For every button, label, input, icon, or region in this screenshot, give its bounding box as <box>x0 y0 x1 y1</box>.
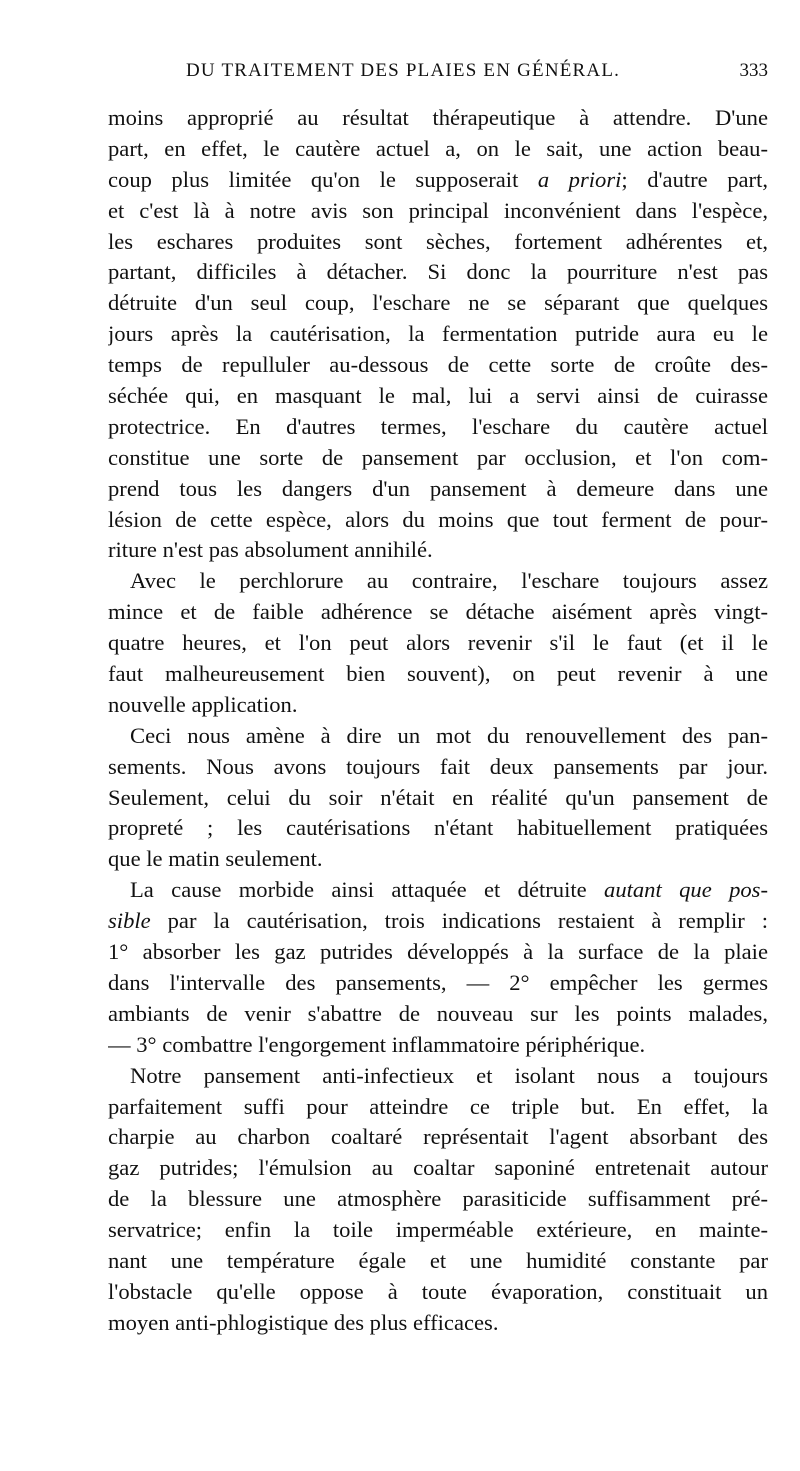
text-segment: faut malheureusement bien souvent), on peut revenir à une <box>108 661 768 687</box>
text-segment: de la blessure une atmosphère parasiticide suffisamment pré- <box>108 1186 768 1212</box>
text-segment: Seulement, celui du soir n'était en réalité qu'un pansement de <box>108 784 768 810</box>
paragraph <box>108 1061 768 1339</box>
text-segment: temps de repulluler au-dessous de cette sorte de croûte des- <box>108 352 768 378</box>
text-line <box>108 196 768 227</box>
text-line <box>108 505 768 536</box>
text-line <box>108 752 768 783</box>
text-line <box>108 443 768 474</box>
text-line <box>108 937 768 968</box>
text-line <box>108 1215 768 1246</box>
text-line <box>108 227 768 258</box>
text-line <box>108 319 768 350</box>
text-segment: riture n'est pas absolument annihilé. <box>108 537 433 563</box>
text-segment: et c'est là à notre avis son principal inconvénient dans l'espèce, <box>108 197 768 223</box>
text-segment: que le matin seulement. <box>108 846 323 872</box>
text-line <box>108 350 768 381</box>
paragraph <box>108 875 768 1060</box>
paragraph <box>108 103 768 566</box>
text-segment: l'obstacle qu'elle oppose à toute évaporation, constituait un <box>108 1278 768 1304</box>
text-segment: parfaitement suffi pour atteindre ce triple but. En effet, la <box>108 1093 768 1119</box>
text-line <box>108 165 768 196</box>
text-line <box>108 288 768 319</box>
text-segment: 1° absorber les gaz putrides développés à la surface de la plaie <box>108 939 768 965</box>
text-line <box>108 103 768 134</box>
running-head: DU TRAITEMENT DES PLAIES EN GÉNÉRAL. <box>186 60 621 81</box>
text-segment: moyen anti-phlogistique des plus efficaces. <box>108 1309 499 1335</box>
text-line <box>108 813 768 844</box>
paragraph <box>108 721 768 875</box>
text-segment: moins approprié au résultat thérapeutique à attendre. D'une <box>108 105 768 130</box>
text-line <box>108 1184 768 1215</box>
text-line <box>108 999 768 1030</box>
body-text <box>108 103 768 1339</box>
text-segment: propreté ; les cautérisations n'étant habituellement pratiquées <box>108 815 768 841</box>
text-segment: par la cautérisation, trois indications restaient à remplir : <box>150 908 768 934</box>
text-segment: ; d'autre part, <box>621 166 768 192</box>
text-segment: nant une température égale et une humidité constante par <box>108 1247 768 1273</box>
text-line <box>108 566 768 597</box>
text-segment: séchée qui, en masquant le mal, lui a servi ainsi de cuirasse <box>108 383 768 409</box>
text-segment: servatrice; enfin la toile imperméable extérieure, en mainte- <box>108 1217 768 1243</box>
text-line <box>108 381 768 412</box>
text-line <box>108 628 768 659</box>
page-header <box>108 58 768 88</box>
italic-text: autant que pos- <box>604 877 768 903</box>
text-segment: Ceci nous amène à dire un mot du renouvellement des pan- <box>130 722 768 748</box>
italic-text: a priori <box>537 166 622 192</box>
text-segment: — 3° combattre l'engorgement inflammatoire périphérique. <box>108 1031 646 1057</box>
text-line <box>108 1277 768 1308</box>
text-line <box>108 875 768 906</box>
text-line <box>108 535 768 566</box>
text-segment: partant, difficiles à détacher. Si donc la pourriture n'est pas <box>108 259 768 285</box>
text-line <box>108 659 768 690</box>
text-line <box>108 690 768 721</box>
text-line <box>108 783 768 814</box>
text-line <box>108 134 768 165</box>
text-segment: constitue une sorte de pansement par occlusion, et l'on com- <box>108 444 768 470</box>
text-segment: protectrice. En d'autres termes, l'eschare du cautère actuel <box>108 413 768 439</box>
text-segment: coup plus limitée qu'on le supposerait <box>108 166 538 192</box>
text-segment: part, en effet, le cautère actuel a, on le sait, une action beau- <box>108 135 768 161</box>
text-line <box>108 1122 768 1153</box>
text-line <box>108 844 768 875</box>
text-segment: sements. Nous avons toujours fait deux pansements par jour. <box>108 753 768 779</box>
text-segment: dans l'intervalle des pansements, — 2° empêcher les germes <box>108 969 768 995</box>
text-segment: La cause morbide ainsi attaquée et détruite <box>130 877 605 903</box>
text-line <box>108 257 768 288</box>
text-segment: Avec le perchlorure au contraire, l'eschare toujours assez <box>130 568 768 594</box>
text-segment: les eschares produites sont sèches, fortement adhérentes et, <box>108 228 768 254</box>
text-segment: quatre heures, et l'on peut alors revenir s'il le faut (et il le <box>108 630 768 656</box>
text-segment: ambiants de venir s'abattre de nouveau sur les points malades, <box>108 1000 768 1026</box>
text-line <box>108 1153 768 1184</box>
text-line <box>108 1092 768 1123</box>
text-line <box>108 721 768 752</box>
text-line <box>108 1308 768 1339</box>
text-line <box>108 412 768 443</box>
text-segment: détruite d'un seul coup, l'eschare ne se séparant que quelques <box>108 290 768 316</box>
text-segment: nouvelle application. <box>108 691 298 717</box>
text-segment: prend tous les dangers d'un pansement à demeure dans une <box>108 475 768 501</box>
text-line <box>108 1061 768 1092</box>
italic-text: sible <box>108 908 151 934</box>
text-segment: charpie au charbon coaltaré représentait l'agent absorbant des <box>108 1124 768 1150</box>
text-line <box>108 1030 768 1061</box>
text-line <box>108 906 768 937</box>
paragraph <box>108 566 768 720</box>
text-segment: gaz putrides; l'émulsion au coaltar saponiné entretenait autour <box>108 1155 768 1181</box>
text-line <box>108 474 768 505</box>
text-line <box>108 597 768 628</box>
text-segment: lésion de cette espèce, alors du moins que tout ferment de pour- <box>108 506 768 532</box>
page-number: 333 <box>739 60 768 81</box>
text-line <box>108 1246 768 1277</box>
text-segment: jours après la cautérisation, la fermentation putride aura eu le <box>108 321 768 347</box>
text-line <box>108 968 768 999</box>
text-segment: mince et de faible adhérence se détache aisément après vingt- <box>108 599 768 625</box>
text-segment: Notre pansement anti-infectieux et isolant nous a toujours <box>130 1062 768 1088</box>
